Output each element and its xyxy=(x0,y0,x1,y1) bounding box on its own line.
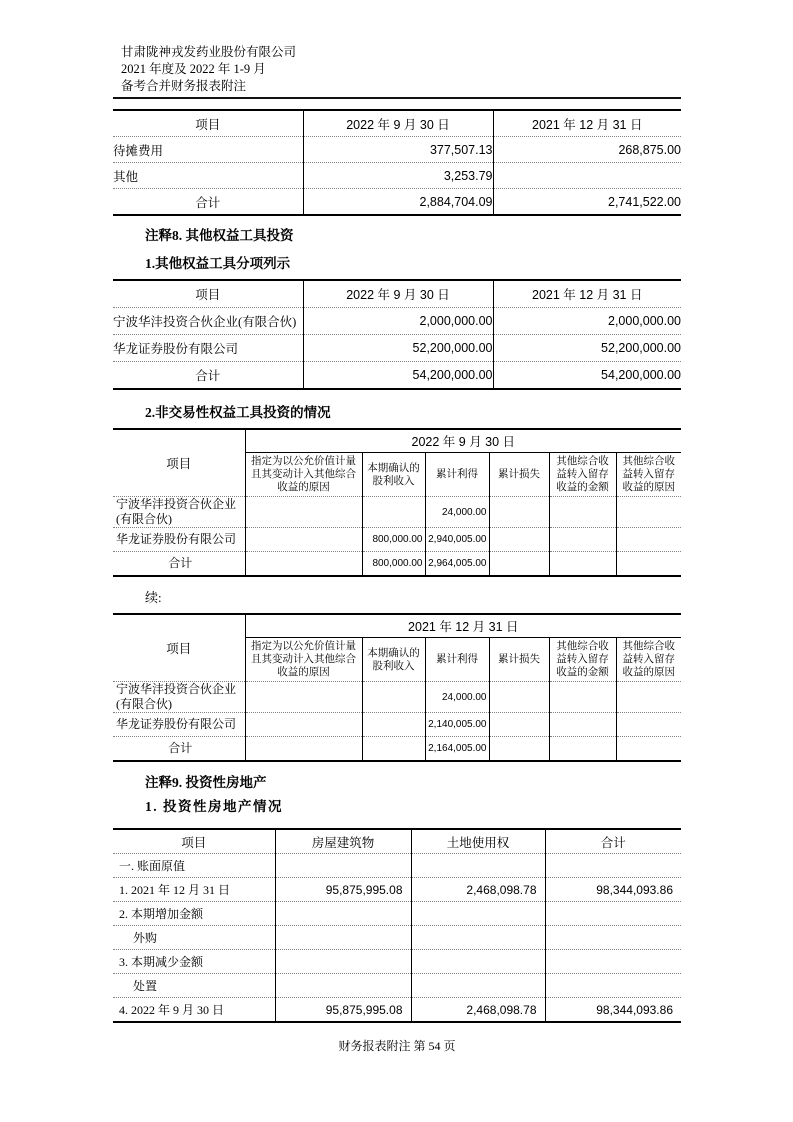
cell-value xyxy=(245,497,362,528)
column-header-dividend-income: 本期确认的股利收入 xyxy=(362,453,425,497)
table-row xyxy=(113,926,681,950)
cell-value xyxy=(545,950,681,974)
table-row xyxy=(113,713,681,737)
cell-item-label: 1. 2021 年 12 月 31 日 xyxy=(113,878,275,902)
cell-value: 54,200,000.00 xyxy=(493,362,681,390)
cell-value xyxy=(411,854,545,878)
page-footer: 财务报表附注 第 54 页 xyxy=(338,1039,456,1053)
column-header-oci-transfer-amount: 其他综合收益转入留存收益的金额 xyxy=(549,638,616,682)
cell-value xyxy=(616,737,681,762)
document-header xyxy=(121,0,681,95)
column-header-date1: 2022 年 9 月 30 日 xyxy=(303,110,493,137)
cell-value xyxy=(545,974,681,998)
investment-property-table xyxy=(113,828,681,1023)
column-header-cumulative-gain: 累计利得 xyxy=(425,453,489,497)
cell-value xyxy=(245,713,362,737)
column-header-date2: 2021 年 12 月 31 日 xyxy=(493,280,681,308)
cell-value xyxy=(616,497,681,528)
cell-item-label: 外购 xyxy=(113,926,275,950)
company-name: 甘肃陇神戎发药业股份有限公司 xyxy=(121,45,297,59)
cell-value: 2,468,098.78 xyxy=(411,998,545,1023)
cell-value: 2,000,000.00 xyxy=(493,308,681,335)
cell-value: 52,200,000.00 xyxy=(303,335,493,362)
column-header-land-use-rights: 土地使用权 xyxy=(411,829,545,854)
cell-value: 2,741,522.00 xyxy=(493,189,681,216)
table-header-row xyxy=(113,280,681,308)
cell-value: 268,875.00 xyxy=(493,137,681,163)
period-header: 2022 年 9 月 30 日 xyxy=(245,429,681,453)
cell-value: 2,000,000.00 xyxy=(303,308,493,335)
cell-value xyxy=(549,713,616,737)
column-header-cumulative-loss: 累计损失 xyxy=(489,453,549,497)
cell-value xyxy=(489,737,549,762)
column-header-item: 项目 xyxy=(181,835,207,850)
section-title-note9: 注释9. 投资性房地产 xyxy=(145,775,267,790)
table-row xyxy=(113,137,681,163)
report-title: 备考合并财务报表附注 xyxy=(121,79,247,93)
table-total-row xyxy=(113,737,681,762)
table-total-row xyxy=(113,552,681,577)
table-row xyxy=(113,950,681,974)
table-period-row xyxy=(113,429,681,453)
table-row xyxy=(113,335,681,362)
table-row xyxy=(113,998,681,1023)
column-header-buildings: 房屋建筑物 xyxy=(275,829,411,854)
cell-value: 54,200,000.00 xyxy=(303,362,493,390)
cell-value xyxy=(489,528,549,552)
cell-item-label: 宁波华沣投资合伙企业(有限合伙) xyxy=(113,308,303,335)
column-header-total: 合计 xyxy=(545,829,681,854)
column-header-oci-transfer-reason: 其他综合收益转入留存收益的原因 xyxy=(616,453,681,497)
cell-item-label: 2. 本期增加金额 xyxy=(113,902,275,926)
cell-value xyxy=(545,902,681,926)
cell-value: 95,875,995.08 xyxy=(275,878,411,902)
table-period-row xyxy=(113,614,681,638)
column-header-designation-reason: 指定为以公允价值计量且其变动计入其他综合收益的原因 xyxy=(245,638,362,682)
cell-item-label: 待摊费用 xyxy=(113,137,303,163)
cell-value: 2,940,005.00 xyxy=(425,528,489,552)
cell-value: 52,200,000.00 xyxy=(493,335,681,362)
cell-value xyxy=(245,737,362,762)
cell-value xyxy=(616,713,681,737)
column-header-oci-transfer-reason: 其他综合收益转入留存收益的原因 xyxy=(616,638,681,682)
cell-value: 800,000.00 xyxy=(362,552,425,577)
cell-value: 24,000.00 xyxy=(425,497,489,528)
cell-item-label: 华龙证券股份有限公司 xyxy=(113,713,245,737)
cell-value xyxy=(493,163,681,189)
cell-value: 95,875,995.08 xyxy=(275,998,411,1023)
column-header-item: 项目 xyxy=(195,117,221,132)
cell-value xyxy=(616,552,681,577)
cell-value xyxy=(616,682,681,713)
cell-total-label: 合计 xyxy=(113,189,303,216)
cell-total-label: 合计 xyxy=(113,552,245,577)
cell-value: 2,964,005.00 xyxy=(425,552,489,577)
cell-value xyxy=(362,682,425,713)
section-title-note8: 注释8. 其他权益工具投资 xyxy=(145,228,294,243)
cell-value xyxy=(245,552,362,577)
period-header: 2021 年 12 月 31 日 xyxy=(245,614,681,638)
non-trading-equity-table-2022 xyxy=(113,428,681,577)
prepaid-expense-table xyxy=(113,109,681,216)
non-trading-equity-table-2021 xyxy=(113,613,681,762)
cell-value xyxy=(411,902,545,926)
table-header-row xyxy=(113,829,681,854)
table-row xyxy=(113,902,681,926)
equity-instruments-table xyxy=(113,279,681,390)
table-row xyxy=(113,682,681,713)
cell-value: 24,000.00 xyxy=(425,682,489,713)
cell-value xyxy=(489,682,549,713)
cell-value: 2,468,098.78 xyxy=(411,878,545,902)
cell-value xyxy=(549,682,616,713)
column-header-item: 项目 xyxy=(113,429,245,497)
cell-value: 98,344,093.86 xyxy=(545,878,681,902)
cell-value xyxy=(545,854,681,878)
table-row xyxy=(113,854,681,878)
cell-value xyxy=(489,497,549,528)
column-header-date1: 2022 年 9 月 30 日 xyxy=(303,280,493,308)
cell-item-label: 华龙证券股份有限公司 xyxy=(113,335,303,362)
table-total-row xyxy=(113,362,681,390)
table-row xyxy=(113,163,681,189)
cell-value xyxy=(549,552,616,577)
cell-value xyxy=(275,950,411,974)
cell-value xyxy=(616,528,681,552)
page-content xyxy=(113,0,681,1054)
table-total-row xyxy=(113,189,681,216)
column-header-item: 项目 xyxy=(195,288,221,302)
column-header-item: 项目 xyxy=(113,614,245,682)
table-header-row xyxy=(113,110,681,137)
cell-value: 2,140,005.00 xyxy=(425,713,489,737)
cell-value xyxy=(275,854,411,878)
cell-value: 800,000.00 xyxy=(362,528,425,552)
cell-value xyxy=(362,497,425,528)
section-subtitle-note9-1: 1. 投资性房地产情况 xyxy=(145,799,283,814)
cell-item-label: 宁波华沣投资合伙企业(有限合伙) xyxy=(113,497,245,528)
cell-value xyxy=(245,682,362,713)
column-header-cumulative-gain: 累计利得 xyxy=(425,638,489,682)
cell-value: 3,253.79 xyxy=(303,163,493,189)
column-header-cumulative-loss: 累计损失 xyxy=(489,638,549,682)
cell-value xyxy=(411,974,545,998)
table-row xyxy=(113,308,681,335)
cell-item-label: 3. 本期减少金额 xyxy=(113,950,275,974)
cell-item-label: 4. 2022 年 9 月 30 日 xyxy=(113,998,275,1023)
table-row xyxy=(113,497,681,528)
cell-value xyxy=(549,497,616,528)
column-header-date2: 2021 年 12 月 31 日 xyxy=(493,110,681,137)
cell-value xyxy=(411,926,545,950)
cell-item-label: 一. 账面原值 xyxy=(113,854,275,878)
header-divider xyxy=(113,97,681,99)
table-row xyxy=(113,878,681,902)
cell-item-label: 其他 xyxy=(113,163,303,189)
cell-item-label: 宁波华沣投资合伙企业(有限合伙) xyxy=(113,682,245,713)
cell-value: 2,164,005.00 xyxy=(425,737,489,762)
report-period: 2021 年度及 2022 年 1-9 月 xyxy=(121,62,266,76)
cell-value: 2,884,704.09 xyxy=(303,189,493,216)
cell-total-label: 合计 xyxy=(113,737,245,762)
cell-value xyxy=(489,552,549,577)
section-subtitle-note8-1: 1.其他权益工具分项列示 xyxy=(145,256,291,271)
column-header-dividend-income: 本期确认的股利收入 xyxy=(362,638,425,682)
cell-value xyxy=(245,528,362,552)
cell-item-label: 处置 xyxy=(113,974,275,998)
cell-value xyxy=(489,713,549,737)
cell-value xyxy=(545,926,681,950)
cell-value: 98,344,093.86 xyxy=(545,998,681,1023)
column-header-oci-transfer-amount: 其他综合收益转入留存收益的金额 xyxy=(549,453,616,497)
section-subtitle-note8-2: 2.非交易性权益工具投资的情况 xyxy=(145,405,331,420)
table-row xyxy=(113,528,681,552)
cell-total-label: 合计 xyxy=(113,362,303,390)
cell-value xyxy=(362,713,425,737)
column-header-designation-reason: 指定为以公允价值计量且其变动计入其他综合收益的原因 xyxy=(245,453,362,497)
cell-value: 377,507.13 xyxy=(303,137,493,163)
cell-value xyxy=(549,737,616,762)
cell-value xyxy=(549,528,616,552)
cell-value xyxy=(275,926,411,950)
cell-value xyxy=(275,974,411,998)
cell-value xyxy=(411,950,545,974)
cell-value xyxy=(275,902,411,926)
table-row xyxy=(113,974,681,998)
continued-label: 续: xyxy=(145,590,162,605)
cell-value xyxy=(362,737,425,762)
cell-item-label: 华龙证券股份有限公司 xyxy=(113,528,245,552)
